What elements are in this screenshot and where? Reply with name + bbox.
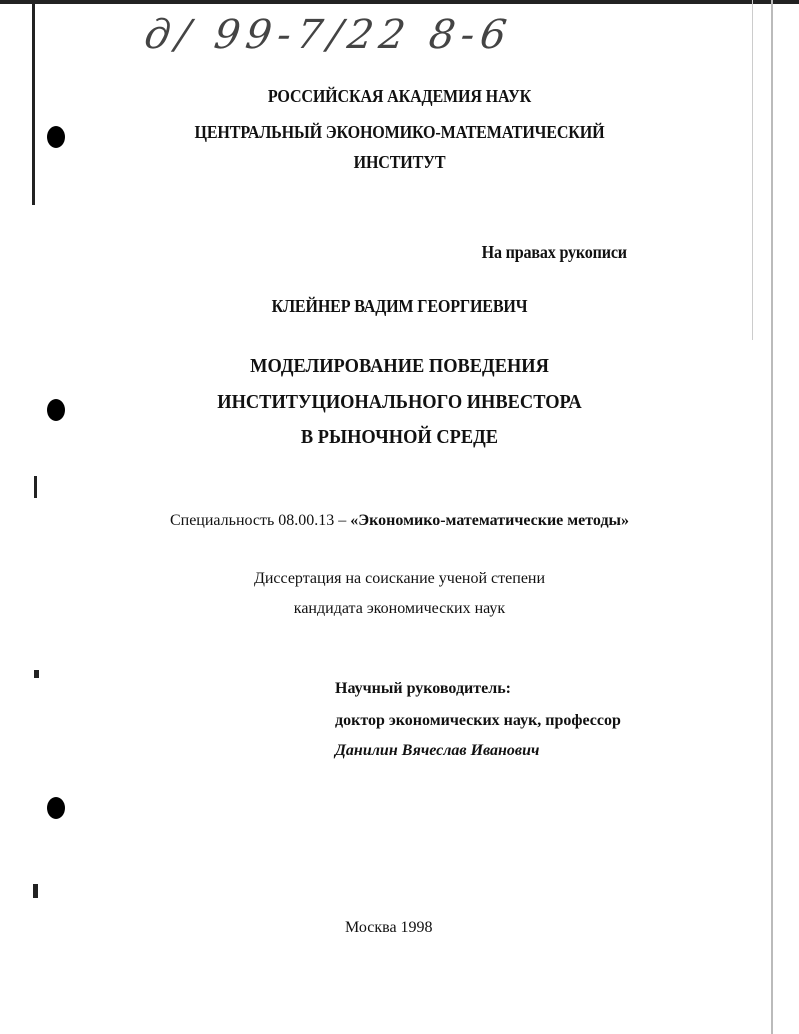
scan-mark [33, 884, 38, 898]
city-year: Москва 1998 [345, 919, 433, 936]
author-name: КЛЕЙНЕР ВАДИМ ГЕОРГИЕВИЧ [271, 296, 528, 316]
supervisor-title: доктор экономических наук, профессор [335, 712, 621, 729]
title-line1: МОДЕЛИРОВАНИЕ ПОВЕДЕНИЯ [250, 355, 549, 377]
academy-name: РОССИЙСКАЯ АКАДЕМИЯ НАУК [267, 86, 532, 106]
degree-line2: кандидата экономических наук [293, 600, 506, 617]
specialty-code: Специальность 08.00.13 – [169, 512, 351, 529]
scan-mark [34, 670, 39, 678]
supervisor-name: Данилин Вячеслав Иванович [335, 742, 540, 759]
handwritten-code: д/ 99-7/22 8-6 [141, 12, 516, 58]
punch-hole-mark [47, 797, 65, 819]
supervisor-label: Научный руководитель: [335, 680, 511, 697]
institute-name-line2: ИНСТИТУТ [353, 152, 446, 172]
title-line2: ИНСТИТУЦИОНАЛЬНОГО ИНВЕСТОРА [217, 391, 582, 413]
title-line3: В РЫНОЧНОЙ СРЕДЕ [300, 426, 499, 448]
scan-mark [34, 476, 37, 498]
manuscript-note: На правах рукописи [481, 242, 627, 262]
specialty-name: «Экономико-математические методы» [350, 512, 630, 529]
institute-name-line1: ЦЕНТРАЛЬНЫЙ ЭКОНОМИКО-МАТЕМАТИЧЕСКИЙ [194, 122, 605, 142]
scan-border-top [0, 0, 799, 4]
degree-line1: Диссертация на соискание ученой степени [253, 570, 546, 587]
specialty [0, 512, 799, 530]
